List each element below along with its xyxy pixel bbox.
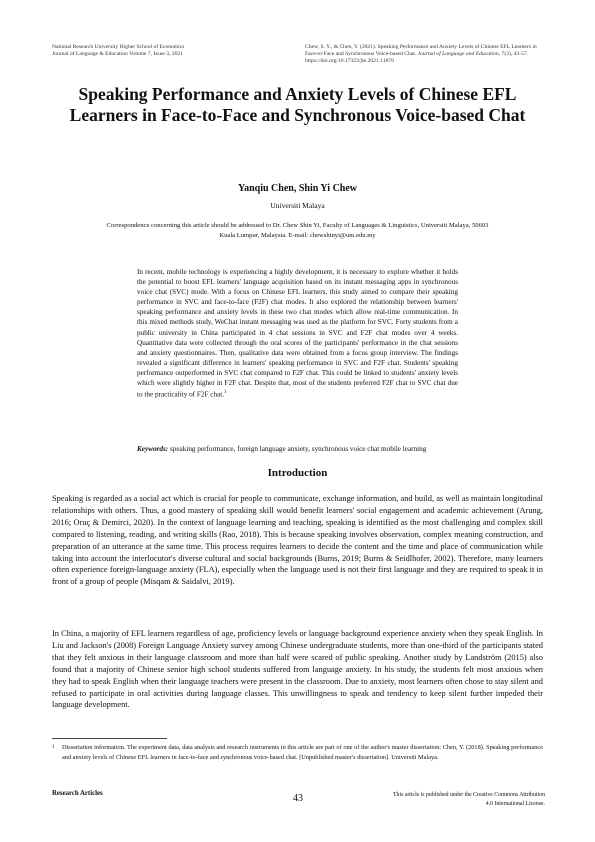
body-paragraph-1: Speaking is regarded as a social act which is crucial for people to communicate, exchange information, and build, as well as maintain longitudinal relationships with others. Thus, a good mastery of speaking skill would benefit learners' social engagement and academic achievement (Arung, 2016; Oruç & Demirci, 2020). In the context of language learning and teaching, speaking is identified as the most challenging and complex skill compared to listening, reading, and writing skills (Rao, 2018). This is because speaking involves observation, complex meaning construction, and preparation of an utterance at the same time. This process requires learners to decide the content and the time and place of communication while taking into account the interlocutor's diverse cultural and social backgrounds (Burns, 2019; Burns & Seidlhofer, 2002). Therefore, many learners often experience foreign-language anxiety (FLA), especially when the language used is not their first language and they are required to speak it in front of a group of people (Misqam & Saidalvi, 2019). bbox=[52, 494, 543, 587]
journal-issue-line: Journal of Language & Education Volume 7, Issue 3, 2021 bbox=[52, 51, 184, 58]
section-heading-introduction: Introduction bbox=[267, 467, 328, 479]
citation-header bbox=[305, 44, 545, 66]
footnote bbox=[52, 743, 543, 763]
footnote-text: Dissertation information. The experiment data, data analysis and research instruments in this article are part of one of the author's master dissertation: Chen, Y. (2018). Speaking performance and anxiety levels of Chinese EFL learners in face-to-face and synchronous voice-based chat. [Unpublished master's dissertation]. Universiti Malaya. bbox=[62, 744, 543, 762]
correspondence-note: Correspondence concerning this article should be addressed to Dr. Chew Shin Yi, Faculty of Languages & Linguistics, Universiti Malaya, 50603 Kuala Lumpur, Malaysia. E-mail: chewshinyi@um.edu.my bbox=[106, 222, 489, 239]
article-type-label: Research Articles bbox=[52, 790, 103, 797]
keywords bbox=[137, 444, 458, 454]
article-title: Speaking Performance and Anxiety Levels of Chinese EFL Learners in Face-to-Face and Synchronous Voice-based Chat bbox=[69, 84, 526, 125]
citation-doi: 7(3), 43-57. https://doi.org/10.17323/jle.2021.11878 bbox=[305, 51, 529, 65]
keywords-label: Keywords: bbox=[137, 445, 169, 453]
footnote-divider bbox=[52, 738, 167, 739]
author-affiliation: Universiti Malaya bbox=[270, 201, 325, 210]
citation-journal: Journal of Language and Education, bbox=[417, 51, 501, 58]
license-note: This article is published under the Creative Commons Attribution 4.0 International License. bbox=[393, 792, 545, 807]
abstract bbox=[137, 267, 458, 400]
body-paragraph-2: In China, a majority of EFL learners regardless of age, proficiency levels or language background experience anxiety when they speak English. In Liu and Jackson's (2008) Foreign Language Anxiety survey among Chinese undergraduate students, more than one-third of the participants stated that they felt anxious in their language classroom and more than half were scared of public speaking. Another study by Landström (2015) also found that a majority of Chinese senior high school students suffered from language anxiety. In his study, the students felt most anxious when they had to speak English when their language teachers were present in the classroom. Due to anxiety, most learners often chose to stay silent and refused to participate in oral activities during language classes. This unwillingness to speak and tendency to keep silent further impeded their language development. bbox=[52, 629, 543, 710]
journal-header bbox=[52, 44, 282, 58]
abstract-text: In recent, mobile technology is experiencing a highly development, it is necessary to explore whether it holds the potential to boost EFL learners' language acquisition based on its instant messaging apps in synchronous voice chat (SVC) mode. With a focus on Chinese EFL learners, this study aimed to compare their speaking performance in SVC and face-to-face (F2F) chat modes. It also explored the relationship between learners' speaking performance and anxiety levels in these two chat modes which allow real-time communication. In this mixed methods study, WeChat instant messaging was used as the platform for SVC. Forty students from a public university in China participated in 4 chat sessions in SVC and F2F chat modes over 4 weeks. Quantitative data were collected through the oral scores of the participants' performance in the chat sessions and anxiety questionnaires. Then, qualitative data were obtained from a focus group interview. The findings revealed a significant difference in learners' speaking performance in SVC and F2F chat. Students' speaking performance outperformed in SVC chat compared to F2F chat. This could be linked to students' anxiety levels which were slightly higher in F2F chat. Despite that, most of the students preferred F2F chat to SVC chat due to the practicality of F2F chat. bbox=[137, 268, 458, 399]
keywords-list: speaking performance, foreign language anxiety, synchronous voice chat mobile learning bbox=[169, 445, 427, 453]
abstract-footnote-mark: 1 bbox=[224, 390, 227, 396]
citation-text: Chew, S. Y., & Chen, Y. (2021). Speaking Performance and Anxiety Levels of Chinese EFL Learners in Face-to-Face and Synchronous Voice-based Chat. bbox=[305, 44, 537, 58]
page-number: 43 bbox=[293, 793, 303, 804]
publisher-line: National Research University Higher School of Economics bbox=[52, 44, 185, 50]
footnote-number: 1 bbox=[52, 745, 55, 750]
author-names: Yanqiu Chen, Shin Yi Chew bbox=[237, 183, 358, 194]
